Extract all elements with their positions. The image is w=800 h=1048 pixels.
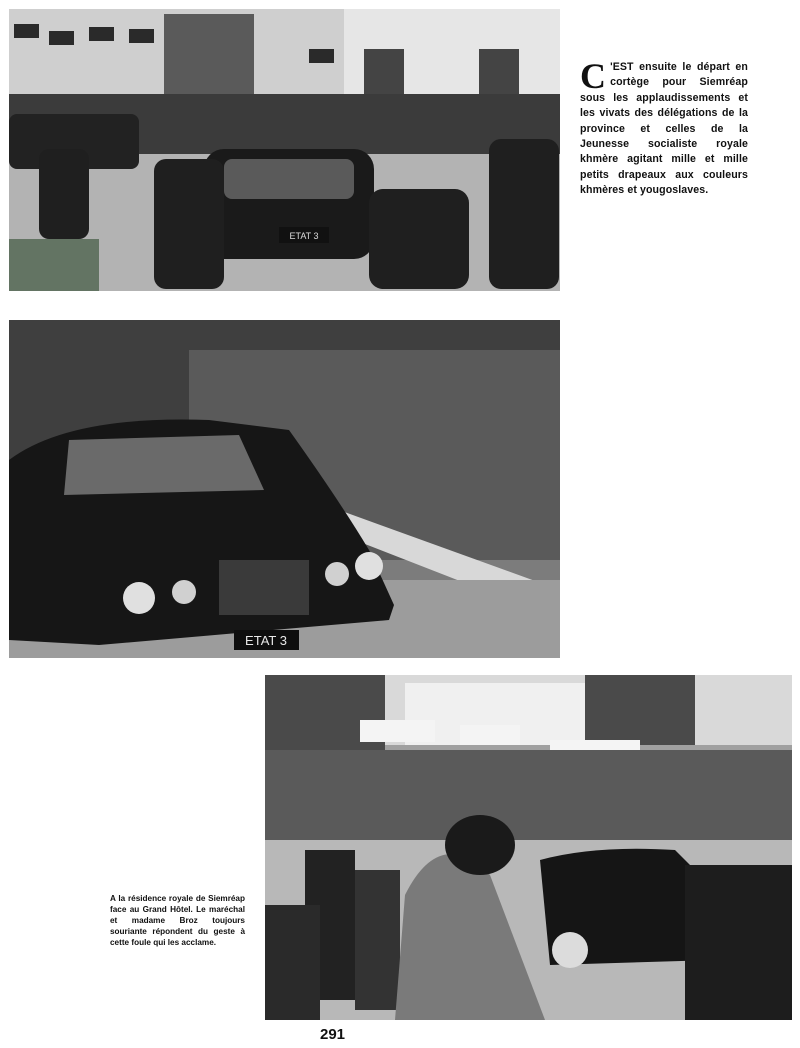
photo-caption: A la résidence royale de Siemréap face au Grand Hôtel. Le maréchal et madame Broz toujours souriante répondent du geste à cette foule qui les acclame. — [110, 894, 245, 947]
page-number: 291 — [320, 1026, 346, 1043]
drop-cap: C — [580, 56, 607, 96]
intro-paragraph — [580, 56, 748, 199]
photo-motorcade — [9, 9, 560, 291]
photo-car-crowd — [9, 320, 560, 658]
photo-residence-crowd — [265, 675, 792, 1020]
intro-text: 'EST ensuite le départ en cortège pour Siemréap sous les applaudissements et les vivats des délégations de la province et celles de la Jeunesse socialiste royale khmère agitant mille et mille petits drapeaux aux couleurs khmères et yougoslaves. — [580, 61, 748, 197]
car-plate-2: ETAT 3 — [245, 633, 287, 648]
car-plate-1: ETAT 3 — [289, 231, 319, 241]
